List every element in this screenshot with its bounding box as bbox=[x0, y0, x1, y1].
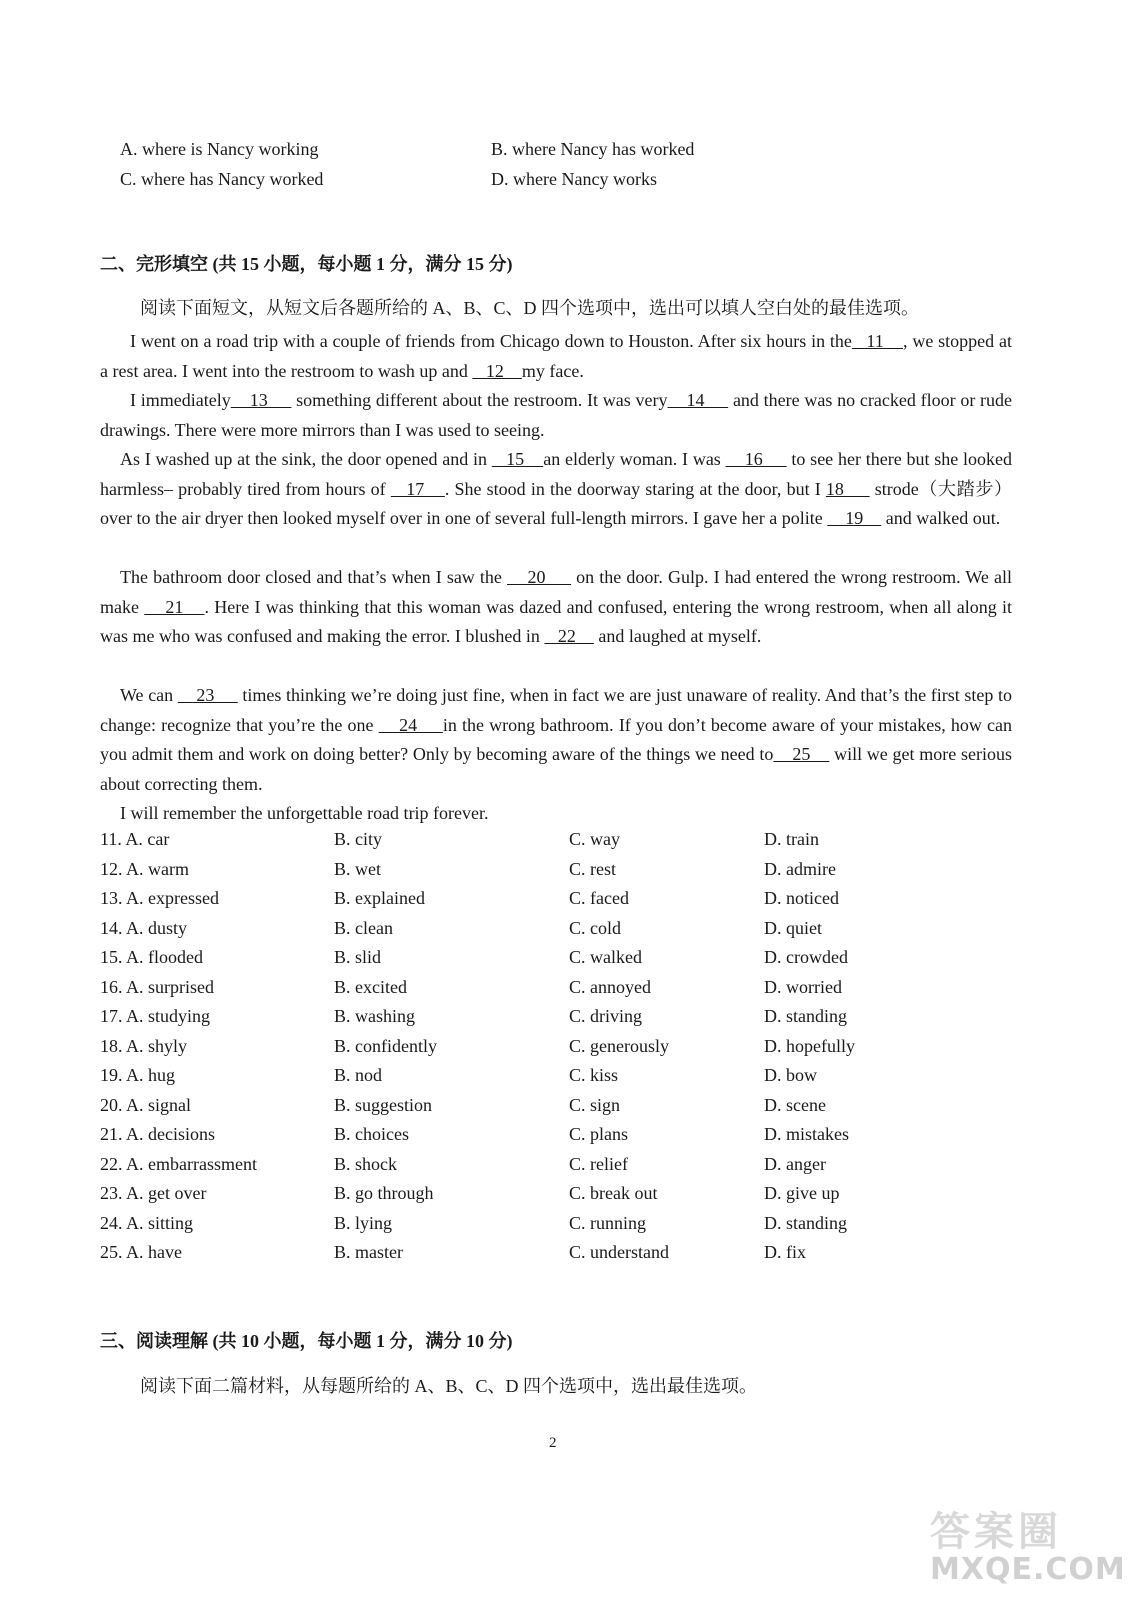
choice-d: D. noticed bbox=[764, 888, 839, 908]
choice-a: 24. A. sitting bbox=[100, 1212, 194, 1233]
choice-d: D. train bbox=[764, 829, 819, 849]
section-title-reading: 三、阅读理解 (共 10 小题，每小题 1 分，满分 10 分) bbox=[100, 1331, 513, 1351]
choice-a: 23. A. get over bbox=[100, 1183, 207, 1203]
question-row bbox=[100, 1065, 1000, 1094]
blank-16: 16 bbox=[725, 449, 787, 469]
passage-paragraph-4: The bathroom door closed and that’s when I saw the 20 on the door. Gulp. I had entered the wrong restroom. We all make 21 . Here I was thinking that this woman was dazed and confused, entering the wrong restroom, when all along it was me who was confused and making the error. I blushed in 22 and laughed at myself. bbox=[100, 567, 1013, 646]
choice-a: 13. A. expressed bbox=[100, 888, 219, 908]
passage-paragraph-1: I went on a road trip with a couple of friends from Chicago down to Houston. After six hours in the 11 , we stopped at a rest area. I went into the restroom to wash up and 12 my face. bbox=[100, 331, 1012, 381]
choice-a: 15. A. flooded bbox=[100, 947, 203, 967]
choice-a: 14. A. dusty bbox=[100, 917, 188, 938]
choice-a: 21. A. decisions bbox=[100, 1124, 215, 1144]
choice-c: C. faced bbox=[569, 888, 629, 908]
section-instruction: 阅读下面二篇材料，从每题所给的 A、B、C、D 四个选项中，选出最佳选项。 bbox=[140, 1376, 758, 1396]
choice-c: C. driving bbox=[569, 1006, 643, 1026]
choice-b: B. go through bbox=[334, 1183, 434, 1203]
choice-c: C. relief bbox=[569, 1153, 628, 1174]
choice-b: B. choices bbox=[334, 1124, 409, 1144]
choice-c: C. understand bbox=[569, 1242, 669, 1262]
choice-a: 11. A. car bbox=[100, 829, 170, 849]
blank-14: 14 bbox=[667, 390, 729, 410]
choice-a: 22. A. embarrassment bbox=[100, 1153, 257, 1174]
choice-c: C. kiss bbox=[569, 1065, 619, 1085]
choice-d: D. admire bbox=[764, 858, 836, 879]
blank-11: 11 bbox=[851, 331, 904, 351]
choice-a: 12. A. warm bbox=[100, 858, 189, 879]
choice-c: C. way bbox=[569, 829, 620, 849]
choice-b: B. suggestion bbox=[334, 1094, 433, 1115]
watermark-logo bbox=[930, 1500, 1126, 1590]
passage-paragraph-2: I immediately 13 something different about the restroom. It was very 14 and there was no cracked floor or rude drawings. There were more mirrors than I was used to seeing. bbox=[100, 390, 1013, 440]
choice-c: C. walked bbox=[569, 947, 642, 967]
choice-d: D. anger bbox=[764, 1153, 826, 1174]
choice-a: 19. A. hug bbox=[100, 1065, 176, 1085]
option-row bbox=[120, 139, 1020, 169]
choice-c: C. running bbox=[569, 1212, 647, 1233]
page-number: 2 bbox=[549, 1435, 557, 1451]
option-a: A. where is Nancy working bbox=[120, 139, 319, 159]
option-row bbox=[120, 169, 1020, 199]
choice-a: 17. A. studying bbox=[100, 1006, 211, 1026]
choice-b: B. explained bbox=[334, 888, 425, 908]
question-row bbox=[100, 947, 1000, 976]
question-row bbox=[100, 888, 1000, 917]
choice-d: D. give up bbox=[764, 1183, 840, 1203]
blank-12: 12 bbox=[472, 360, 522, 381]
question-row bbox=[100, 1095, 1000, 1124]
blank-15: 15 bbox=[491, 449, 544, 469]
choice-d: D. mistakes bbox=[764, 1124, 849, 1144]
question-row bbox=[100, 918, 1000, 947]
question-row bbox=[100, 1242, 1000, 1271]
blank-22: 22 bbox=[544, 626, 594, 646]
question-row bbox=[100, 1213, 1000, 1242]
choice-a: 20. A. signal bbox=[100, 1094, 192, 1115]
choice-c: C. cold bbox=[569, 917, 621, 938]
blank-21: 21 bbox=[144, 596, 205, 617]
choice-d: D. scene bbox=[764, 1094, 826, 1115]
section-title-cloze: 二、完形填空 (共 15 小题，每小题 1 分，满分 15 分) bbox=[100, 254, 513, 274]
choice-d: D. hopefully bbox=[764, 1035, 855, 1056]
blank-13: 13 bbox=[230, 390, 292, 410]
blank-25: 25 bbox=[773, 744, 830, 764]
question-row bbox=[100, 859, 1000, 888]
question-row bbox=[100, 829, 1000, 858]
blank-18: 18 bbox=[825, 478, 870, 499]
choice-d: D. worried bbox=[764, 976, 842, 997]
choice-b: B. city bbox=[334, 829, 382, 849]
choice-b: B. clean bbox=[334, 917, 393, 938]
choice-b: B. slid bbox=[334, 947, 382, 967]
option-d: D. where Nancy works bbox=[491, 169, 657, 189]
question-row bbox=[100, 1036, 1000, 1065]
choice-a: 16. A. surprised bbox=[100, 976, 214, 997]
question-row bbox=[100, 977, 1000, 1006]
passage-paragraph-5: We can 23 times thinking we’re doing just fine, when in fact we are just unaware of reality. And that’s the first step to change: recognize that you’re the one 24 in the wrong bathroom. If you don’t become aware of your mistakes, how can you admit them and work on doing better? Only by becoming aware of the things we need to 25 will we get more serious about correcting them. bbox=[100, 685, 1013, 794]
choice-b: B. wet bbox=[334, 858, 381, 879]
choice-b: B. lying bbox=[334, 1212, 393, 1233]
blank-19: 19 bbox=[827, 508, 882, 528]
watermark-text: MXQE.COM bbox=[930, 1552, 1126, 1587]
choice-c: C. rest bbox=[569, 858, 616, 879]
blank-24: 24 bbox=[378, 714, 443, 735]
question-row bbox=[100, 1006, 1000, 1035]
choice-d: D. quiet bbox=[764, 917, 822, 938]
question-row bbox=[100, 1154, 1000, 1183]
choice-c: C. break out bbox=[569, 1183, 658, 1203]
choice-c: C. plans bbox=[569, 1124, 629, 1144]
blank-20: 20 bbox=[507, 567, 572, 587]
section-instruction: 阅读下面短文，从短文后各题所给的 A、B、C、D 四个选项中，选出可以填人空白处的最佳选项。 bbox=[140, 298, 920, 318]
choice-d: D. bow bbox=[764, 1065, 817, 1085]
choice-d: D. standing bbox=[764, 1006, 847, 1026]
choice-b: B. shock bbox=[334, 1153, 397, 1174]
watermark-logo-mark: 答案圈 bbox=[930, 1509, 1062, 1555]
choice-a: 18. A. shyly bbox=[100, 1035, 188, 1056]
option-c: C. where has Nancy worked bbox=[120, 169, 324, 189]
question-row bbox=[100, 1124, 1000, 1153]
choice-c: C. annoyed bbox=[569, 976, 651, 997]
choice-a: 25. A. have bbox=[100, 1242, 182, 1262]
passage-paragraph-6: I will remember the unforgettable road trip forever. bbox=[120, 803, 489, 823]
blank-23: 23 bbox=[177, 685, 238, 705]
choice-c: C. sign bbox=[569, 1094, 621, 1115]
blank-17: 17 bbox=[390, 478, 445, 499]
choice-c: C. generously bbox=[569, 1035, 669, 1056]
question-row bbox=[100, 1183, 1000, 1212]
choice-b: B. nod bbox=[334, 1065, 383, 1085]
choice-b: B. master bbox=[334, 1242, 403, 1262]
choice-d: D. standing bbox=[764, 1212, 847, 1233]
choice-b: B. washing bbox=[334, 1006, 415, 1026]
choice-b: B. excited bbox=[334, 976, 407, 997]
choice-b: B. confidently bbox=[334, 1035, 437, 1056]
choice-d: D. fix bbox=[764, 1242, 806, 1262]
choice-d: D. crowded bbox=[764, 947, 848, 967]
option-b: B. where Nancy has worked bbox=[491, 139, 695, 159]
passage-paragraph-3: As I washed up at the sink, the door opened and in 15 an elderly woman. I was 16 to see her there but she looked harmless– probably tired from hours of 17 . She stood in the doorway staring at the door, but I 18 strode（大踏步）over to the air dryer then looked myself over in one of several full-length mirrors. I gave her a polite 19 and walked out. bbox=[100, 449, 1013, 528]
